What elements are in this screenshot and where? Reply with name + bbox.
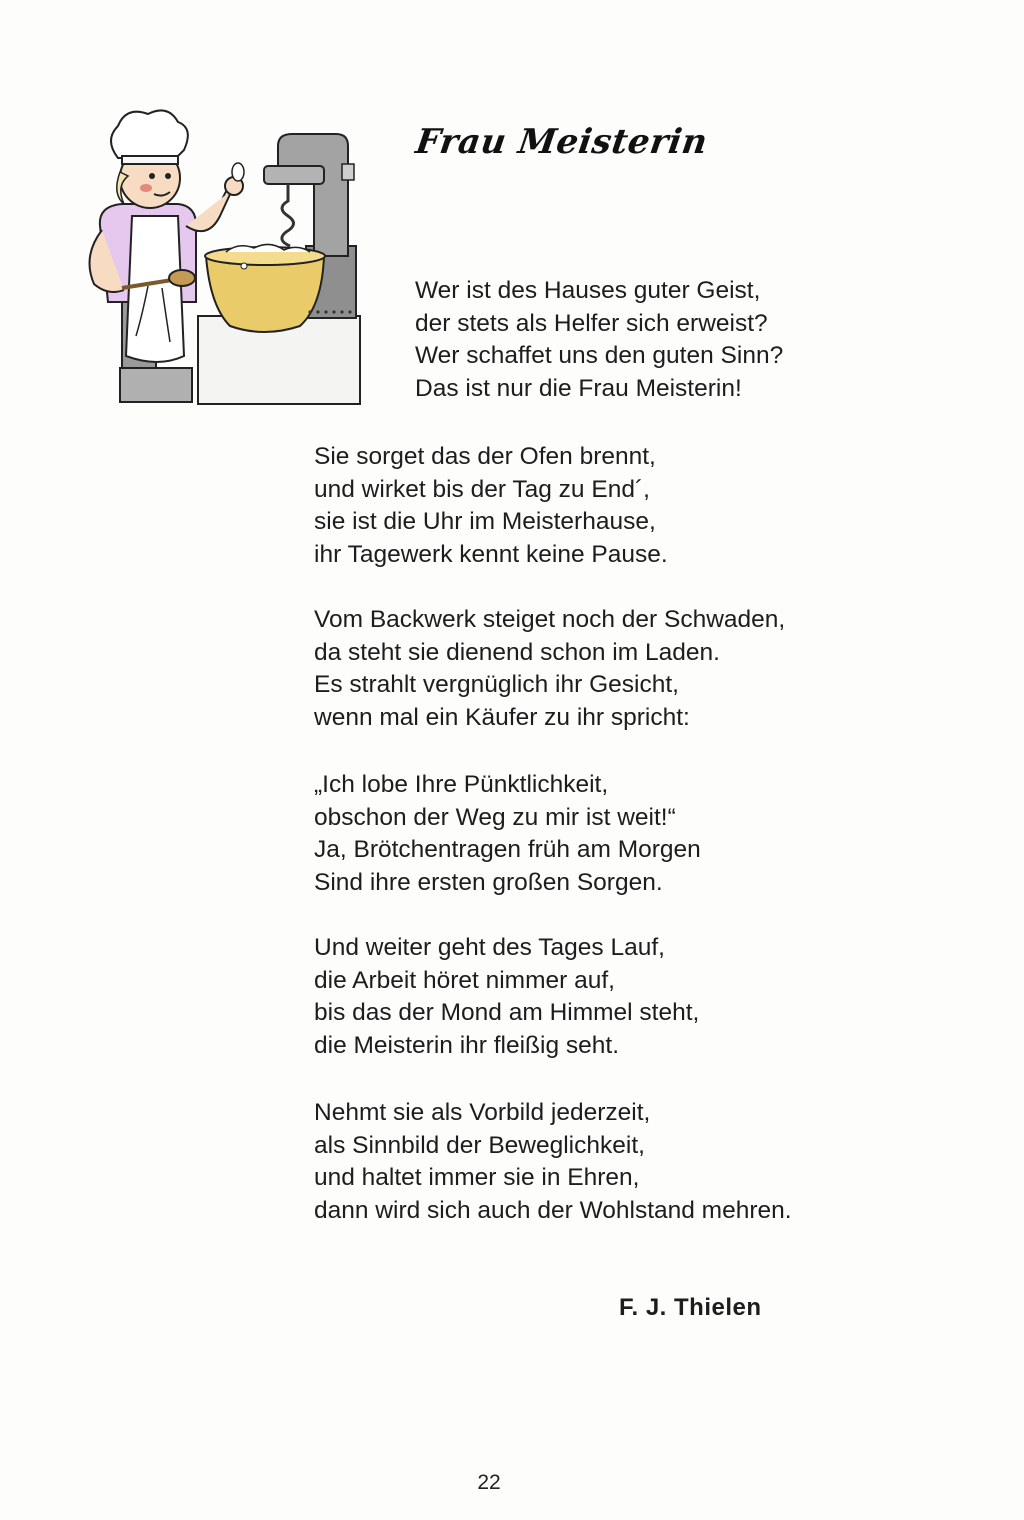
stanza: [314, 932, 699, 1062]
verse-line: dann wird sich auch der Wohlstand mehren.: [314, 1196, 792, 1224]
verse-line: wenn mal ein Käufer zu ihr spricht:: [314, 703, 690, 731]
poem-title: Frau Meisterin: [413, 122, 711, 162]
verse-line: bis das der Mond am Himmel steht,: [314, 999, 700, 1026]
stanza: [314, 1097, 792, 1227]
verse-line: die Arbeit höret nimmer auf,: [314, 966, 615, 994]
baker-woman-with-mixer-icon: [78, 106, 368, 408]
verse-line: Und weiter geht des Tages Lauf,: [314, 934, 665, 961]
verse-line: sie ist die Uhr im Meisterhause,: [314, 508, 656, 535]
verse-line: Wer ist des Hauses guter Geist,: [415, 277, 761, 304]
verse-line: Vom Backwerk steiget noch der Schwaden,: [314, 606, 786, 633]
verse-line: obschon der Weg zu mir ist weit!“: [314, 803, 676, 831]
verse-line: als Sinnbild der Beweglichkeit,: [314, 1131, 645, 1159]
stanza: [314, 441, 668, 571]
verse-line: „Ich lobe Ihre Pünktlichkeit,: [314, 771, 609, 798]
verse-line: da steht sie dienend schon im Laden.: [314, 638, 720, 666]
poem-author: F. J. Thielen: [619, 1294, 762, 1321]
verse-line: ihr Tagewerk kennt keine Pause.: [314, 540, 668, 568]
verse-line: Sie sorget das der Ofen brennt,: [314, 443, 656, 470]
verse-line: Wer schaffet uns den guten Sinn?: [415, 342, 784, 369]
verse-line: und haltet immer sie in Ehren,: [314, 1164, 640, 1191]
verse-line: Sind ihre ersten großen Sorgen.: [314, 868, 663, 896]
verse-line: die Meisterin ihr fleißig seht.: [314, 1031, 620, 1059]
verse-line: und wirket bis der Tag zu End´,: [314, 475, 650, 503]
page-number: 22: [477, 1471, 501, 1494]
verse-line: Ja, Brötchentragen früh am Morgen: [314, 836, 701, 863]
stanza: [314, 604, 785, 734]
stanza: [415, 275, 783, 405]
verse-line: der stets als Helfer sich erweist?: [415, 309, 768, 337]
verse-line: Das ist nur die Frau Meisterin!: [415, 374, 742, 402]
stanza: [314, 769, 701, 899]
verse-line: Es strahlt vergnüglich ihr Gesicht,: [314, 671, 679, 698]
verse-line: Nehmt sie als Vorbild jederzeit,: [314, 1099, 651, 1126]
